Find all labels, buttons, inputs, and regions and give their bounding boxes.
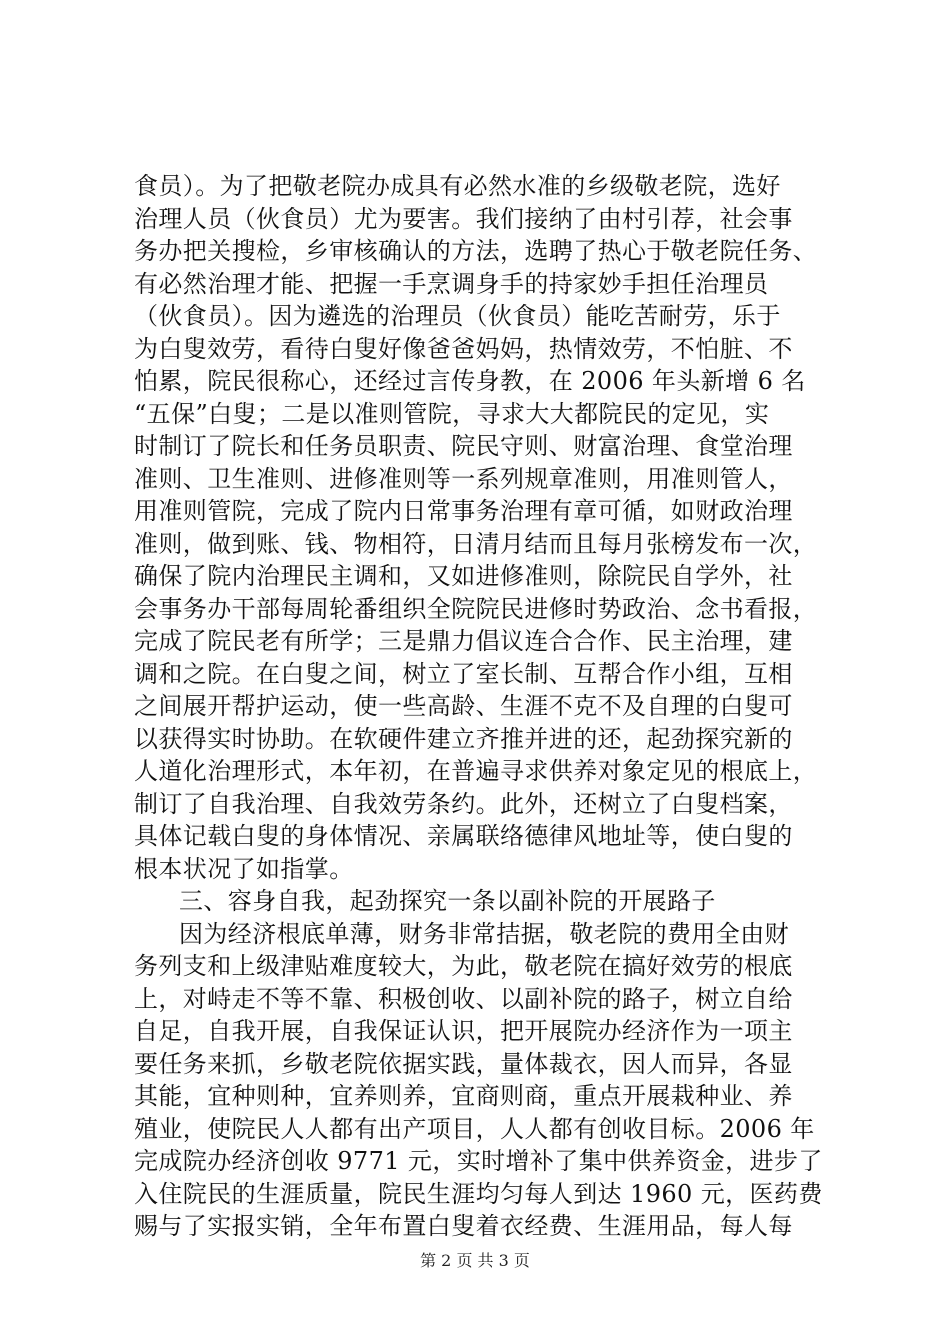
text-line: 调和之院。在白叟之间，树立了室长制、互帮合作小组，互相 (134, 659, 793, 688)
page-footer: 第 2 页 共 3 页 (420, 1251, 530, 1270)
text-line: 治理人员（伙食员）尤为要害。我们接纳了由村引荐，社会事 (134, 204, 793, 233)
text-line: 准则，做到账、钱、物相符，日清月结而且每月张榜发布一次， (134, 529, 818, 558)
text-line: 根本状况了如指掌。 (134, 854, 354, 883)
body-text (134, 170, 834, 1243)
text-line: 有必然治理才能、把握一手烹调身手的持家妙手担任治理员 (134, 269, 769, 298)
text-line: 为白叟效劳，看待白叟好像爸爸妈妈，热情效劳，不怕脏、不 (134, 334, 793, 363)
text-line: 时制订了院长和任务员职责、院民守则、财富治理、食堂治理 (134, 432, 793, 460)
paragraph-first-line: 因为经济根底单薄，财务非常拮据，敬老院的费用全由财 (179, 919, 789, 948)
text-line: 怕累，院民很称心，还经过言传身教，在 2006 年头新增 6 名 (134, 367, 806, 395)
text-line: 赐与了实报实销，全年布置白叟着衣经费、生涯用品，每人每 (134, 1212, 793, 1240)
text-line: 务办把关搜检，乡审核确认的方法，选聘了热心于敬老院任务、 (134, 237, 818, 265)
text-line: 殖业，使院民人人都有出产项目，人人都有创收目标。2006 年 (134, 1114, 815, 1143)
text-line: 制订了自我治理、自我效劳条约。此外，还树立了白叟档案， (134, 789, 793, 818)
text-line: 要任务来抓，乡敬老院依据实践，量体裁衣，因人而异，各显 (134, 1049, 793, 1078)
text-line: 用准则管院，完成了院内日常事务治理有章可循，如财政治理 (134, 497, 793, 525)
text-line: 人道化治理形式，本年初，在普遍寻求供养对象定见的根底上， (134, 757, 818, 785)
text-line: 确保了院内治理民主调和，又如进修准则，除院民自学外，社 (134, 562, 793, 590)
text-line: 上，对峙走不等不靠、积极创收、以副补院的路子，树立自给 (134, 984, 793, 1013)
text-line: 自足，自我开展，自我保证认识，把开展院办经济作为一项主 (134, 1017, 793, 1045)
text-line: （伙食员）。因为遴选的治理员（伙食员）能吃苦耐劳，乐于 (134, 302, 781, 330)
text-line: 会事务办干部每周轮番组织全院院民进修时势政治、念书看报， (134, 594, 818, 623)
text-line: 食员）。为了把敬老院办成具有必然水准的乡级敬老院，选好 (134, 172, 781, 200)
text-line: 具体记载白叟的身体情况、亲属联络德律风地址等，使白叟的 (134, 822, 793, 850)
text-line: 以获得实时协助。在软硬件建立齐推并进的还，起劲探究新的 (134, 724, 793, 753)
text-line: 准则、卫生准则、进修准则等一系列规章准则，用准则管人， (134, 464, 793, 493)
text-line: “五保”白叟；二是以准则管院，寻求大大都院民的定见，实 (134, 399, 770, 428)
text-line: 完成院办经济创收 9771 元，实时增补了集中供养资金，进步了 (134, 1147, 823, 1175)
text-line: 入住院民的生涯质量，院民生涯均匀每人到达 1960 元，医药费 (134, 1179, 823, 1208)
text-line: 其能，宜种则种，宜养则养，宜商则商，重点开展栽种业、养 (134, 1082, 793, 1110)
text-line: 务列支和上级津贴难度较大，为此，敬老院在搞好效劳的根底 (134, 952, 793, 980)
section-heading: 三、容身自我，起劲探究一条以副补院的开展路子 (179, 887, 716, 915)
text-line: 之间展开帮护运动，使一些高龄、生涯不克不及自理的白叟可 (134, 692, 793, 720)
text-line: 完成了院民老有所学；三是鼎力倡议连合合作、民主治理，建 (134, 627, 793, 655)
